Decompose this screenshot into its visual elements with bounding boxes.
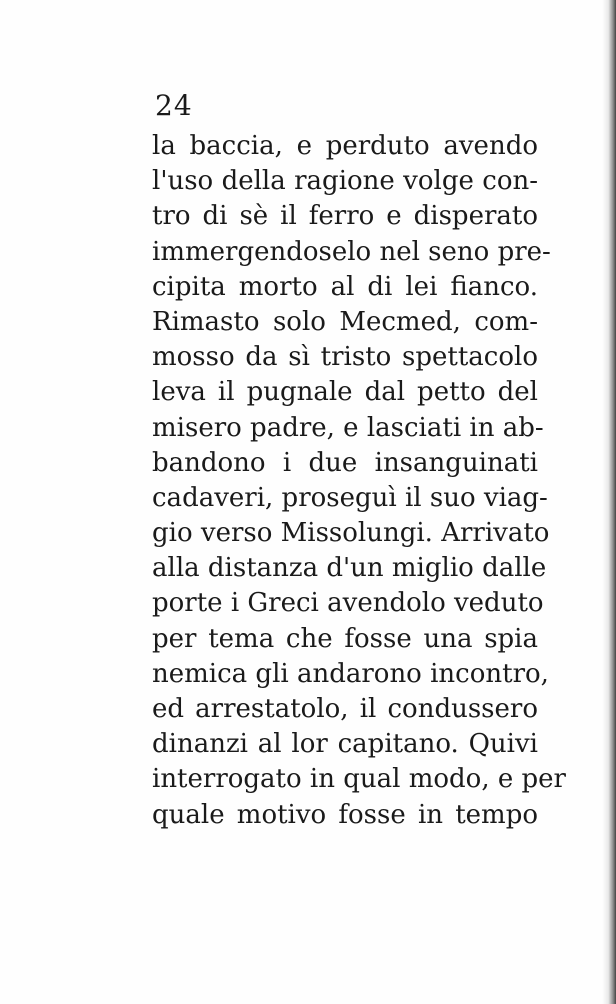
text-line: gio verso Missolungi. Arrivato (152, 518, 550, 549)
text-line: misero padre, e lasciati in ab- (152, 412, 544, 443)
text-line: nemica gli andarono incontro, (152, 658, 549, 689)
text-line: mosso da sì tristo spettacolo (152, 342, 538, 373)
text-line: alla distanza d'un miglio dalle (152, 553, 547, 584)
text-line: immergendoselo nel seno pre- (152, 236, 551, 267)
text-line: cipita morto al di lei fianco. (152, 271, 538, 302)
text-line: bandono i due insanguinati (152, 447, 538, 478)
text-line: per tema che fosse una spia (152, 623, 538, 654)
text-line: cadaveri, proseguì il suo viag- (152, 482, 548, 513)
text-line: ed arrestatolo, il condussero (152, 694, 538, 724)
page-edge-shadow (602, 0, 616, 1004)
page-number: 24 (155, 89, 193, 122)
text-line: quale motivo fosse in tempo (152, 799, 538, 830)
text-line: tro di sè il ferro e disperato (152, 201, 538, 232)
text-line: porte i Greci avendolo veduto (152, 588, 544, 619)
text-line: leva il pugnale dal petto del (152, 377, 538, 408)
text-line: interrogato in qual modo, e per (152, 764, 566, 795)
text-line: l'uso della ragione volge con- (152, 166, 538, 197)
text-line: la baccia, e perduto avendo (152, 131, 538, 161)
text-line: dinanzi al lor capitano. Quivi (152, 729, 538, 760)
body-text (152, 129, 566, 833)
text-line: Rimasto solo Mecmed, com- (152, 306, 538, 337)
